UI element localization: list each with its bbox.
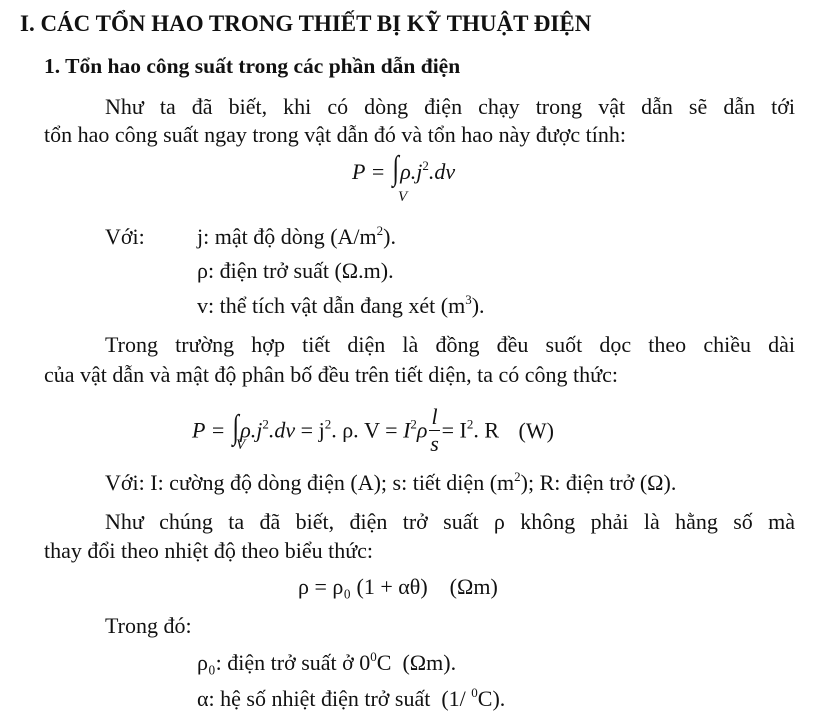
paragraph-2-line-1: Trong trường hợp tiết diện là đồng đều suốt dọc theo chiều dài — [105, 332, 795, 357]
eq1-lhs: P = — [352, 159, 386, 184]
equation-2 — [192, 404, 554, 457]
eq2-rhs: = I — [441, 417, 467, 443]
def-alpha-exponent: 0 — [471, 685, 478, 700]
subsection-heading: 1. Tổn hao công suất trong các phần dẫn điện — [44, 54, 461, 78]
def-rho0-text: ρ₀: điện trở suất ở 0 — [197, 650, 371, 675]
integral-sign: ∫ — [392, 150, 399, 187]
eq2-i-term: I — [403, 417, 411, 443]
eq2-unit: (W) — [518, 417, 554, 443]
eq2-exponent-1: 2 — [262, 416, 269, 432]
eq2-exponent-4: 2 — [466, 416, 474, 432]
eq2-tail: .dv — [268, 417, 296, 443]
integral-sign: ∫ — [232, 408, 239, 446]
paragraph-1-line-1: Như ta đã biết, khi có dòng điện chạy trong vật dẫn sẽ dẫn tới — [105, 94, 795, 119]
fraction-denominator: s — [430, 431, 439, 456]
with-line-part-b: ); R: điện trở (Ω). — [520, 470, 677, 495]
paragraph-3-line-2: thay đổi theo nhiệt độ theo biểu thức: — [44, 538, 374, 563]
eq2-lhs: P = — [192, 417, 226, 443]
eq2-rho: ρ — [416, 417, 428, 443]
eq1-tail: .dv — [428, 159, 456, 184]
equation-3: ρ = ρ₀ (1 + αθ) (Ωm) — [298, 574, 498, 599]
def-alpha-text: α: hệ số nhiệt điện trở suất (1/ — [197, 686, 472, 711]
def-j-exponent: 2 — [376, 223, 384, 238]
with-label: Với: — [105, 224, 145, 249]
eq2-mid-2: . ρ. V = — [331, 417, 398, 443]
def-j-text: j: mật độ dòng (A/m — [197, 224, 377, 249]
eq1-integrand: ρ.j — [400, 159, 423, 184]
def-alpha-unit: C). — [477, 686, 506, 711]
eq1-integral-subscript: V — [398, 189, 408, 205]
def-rho0-unit: C (Ωm). — [376, 650, 457, 675]
eq2-exponent-3: 2 — [410, 416, 417, 432]
eq2-integral-subscript: V — [236, 437, 246, 453]
def-v-text: v: thể tích vật dẫn đang xét (m — [197, 293, 466, 318]
where-label: Trong đó: — [105, 613, 192, 638]
definition-rho: ρ: điện trở suất (Ω.m). — [197, 258, 394, 283]
definition-alpha — [197, 685, 506, 711]
equation-1 — [352, 150, 456, 205]
eq2-mid: = j — [300, 417, 325, 443]
definition-v — [197, 292, 485, 318]
eq2-rhs-2: . R — [473, 417, 500, 443]
paragraph-3-line-1: Như chúng ta đã biết, điện trở suất ρ không phải là hằng số mà — [105, 509, 795, 534]
def-v-exponent: 3 — [465, 292, 472, 307]
definition-rho0 — [197, 649, 457, 675]
def-j-close: ). — [383, 224, 396, 249]
def-v-close: ). — [471, 293, 485, 318]
def-rho0-exponent: 0 — [370, 649, 377, 664]
paragraph-2-line-2: của vật dẫn và mật độ phân bố đều trên tiết diện, ta có công thức: — [44, 362, 618, 387]
with-line-variables — [105, 469, 677, 495]
eq1-exponent: 2 — [422, 158, 429, 173]
fraction-l-over-s — [429, 406, 439, 455]
definition-j — [197, 223, 396, 249]
section-heading: I. CÁC TỔN HAO TRONG THIẾT BỊ KỸ THUẬT ĐIỆN — [20, 11, 592, 36]
eq2-exponent-2: 2 — [324, 416, 332, 432]
with-line-exponent: 2 — [514, 469, 521, 484]
eq2-integrand: ρ.j — [240, 417, 263, 443]
fraction-numerator: l — [431, 404, 438, 429]
paragraph-1-line-2: tổn hao công suất ngay trong vật dẫn đó và tổn hao này được tính: — [44, 122, 626, 147]
with-line-part-a: Với: I: cường độ dòng điện (A); s: tiết diện (m — [105, 470, 515, 495]
